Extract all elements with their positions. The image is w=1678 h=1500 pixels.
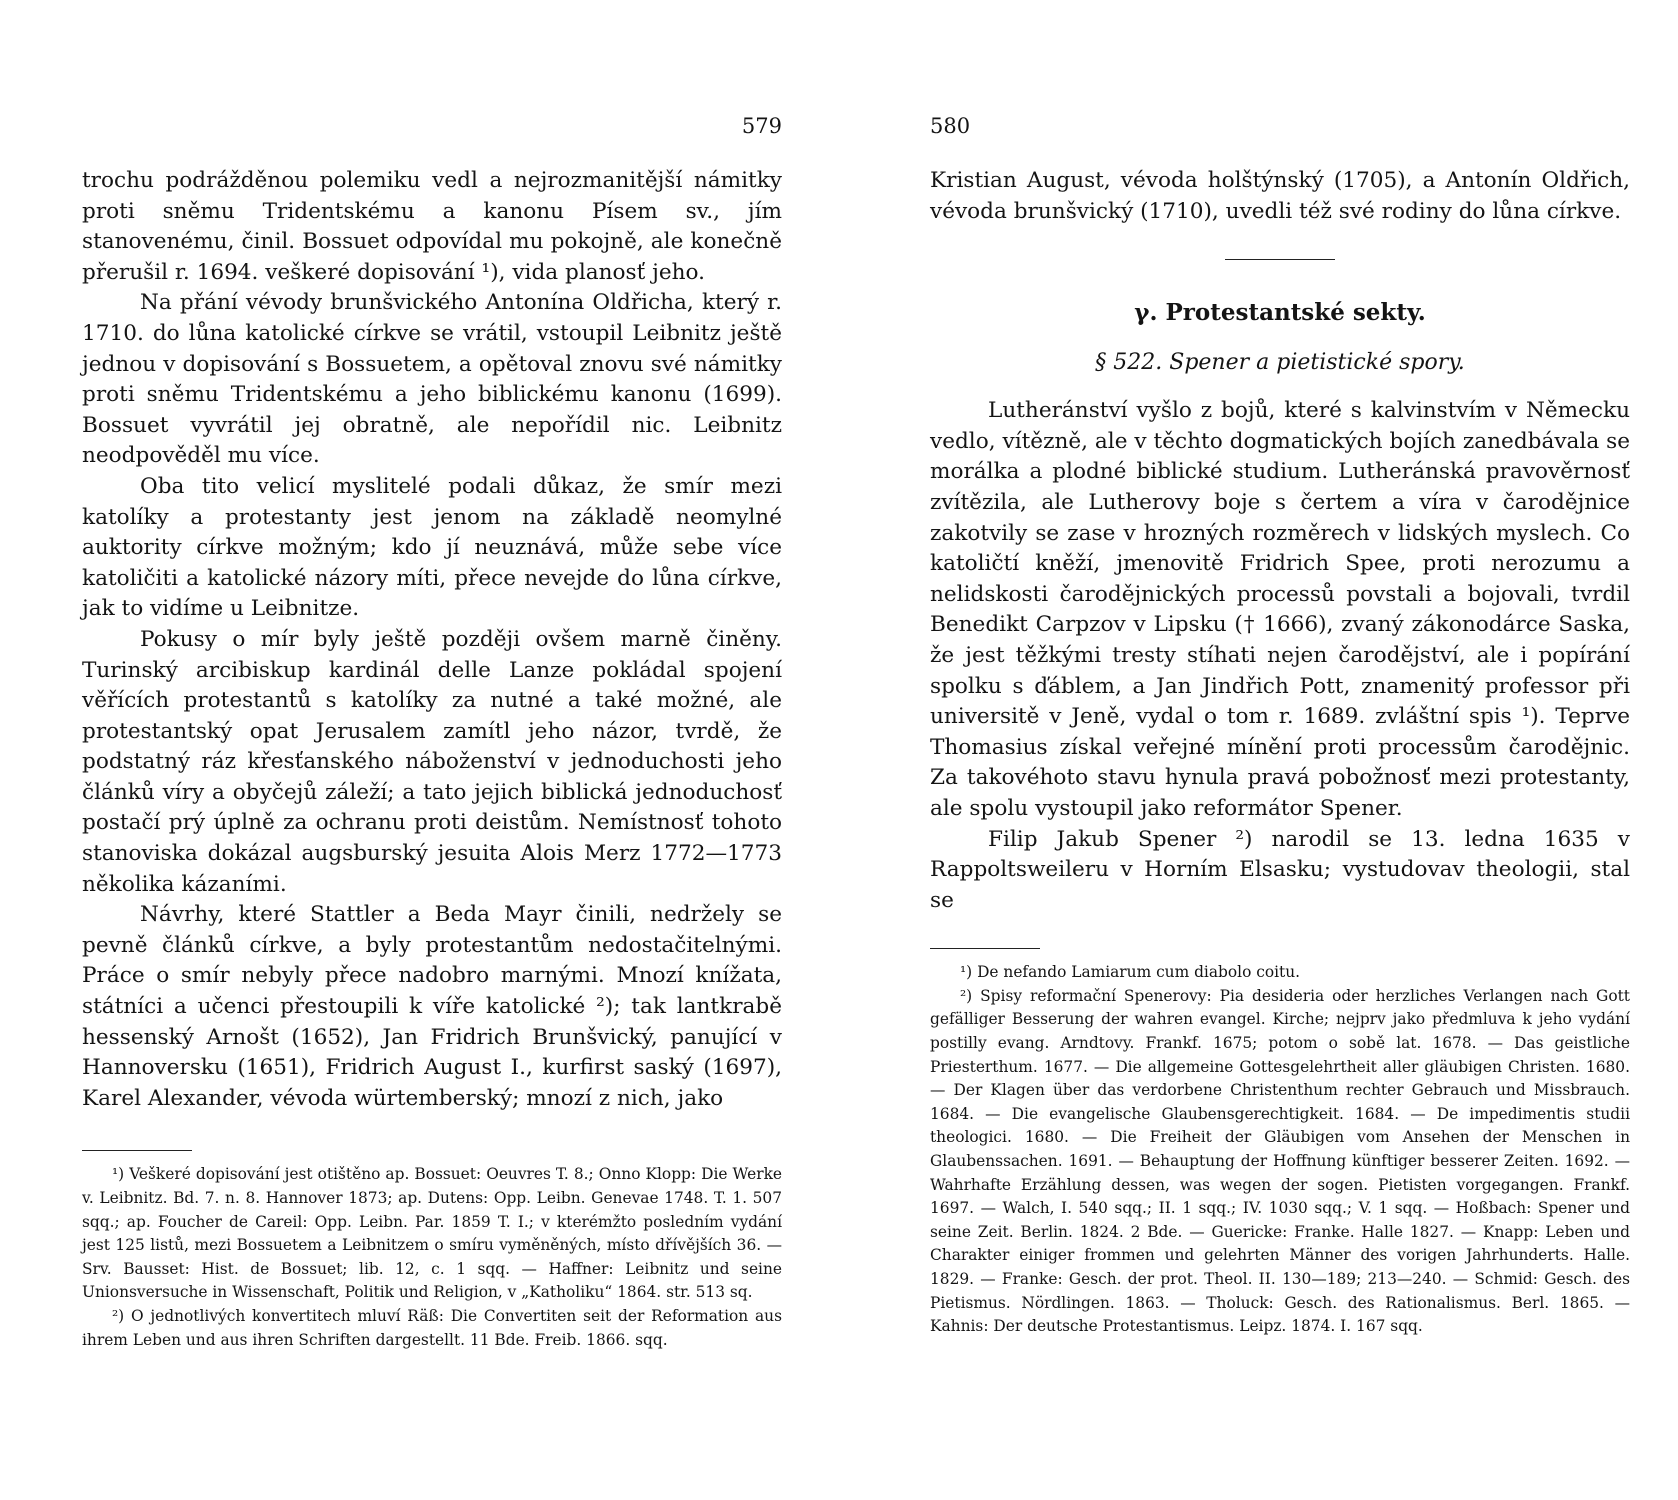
left-paragraph-5: Návrhy, které Stattler a Beda Mayr činili, nedržely se pevně článků církve, a byly protestantům nedostačitelnými. Práce o smír nebyly přece nadobro marnými. Mnozí knížata, státníci a učenci přestoupili k víře katolické ²); tak lantkrabě hessenský Arnošt (1652), Jan Fridrich Brunšvický, panující v Hannoversku (1651), Fridrich August I., kurfirst saský (1697), Karel Alexander, vévoda würtemberský; mnozí z nich, jako [82, 902, 782, 1111]
left-paragraph-4: Pokusy o mír byly ještě později ovšem marně činěny. Turinský arcibiskup kardinál delle Lanze pokládal spojení věřících protestantů s katolíky za nutné a také možné, ale protestantský opat Jerusalem zamítl jeho názor, tvrdě, že podstatný ráz křesťanského náboženství v jednoduchosti jeho článků víry a obyčejů záleží; a tato jejich biblická jednoduchosť postačí prý úplně za ochranu proti deistům. Nemístnosť tohoto stanoviska dokázal augsburský jesuita Alois Merz 1772—1773 několika kázaními. [82, 626, 782, 897]
right-footnotes [930, 961, 1630, 1339]
left-footnote-1: ¹) Veškeré dopisování jest otištěno ap. Bossuet: Oeuvres T. 8.; Onno Klopp: Die Werke v. Leibnitz. Bd. 7. n. 8. Hannover 1873; ap. Dutens: Opp. Leibn. Genevae 1748. T. 1. 507 sqq.; ap. Foucher de Careil: Opp. Leibn. Par. 1859 T. I.; v kterémžto posledním vydání jest 125 listů, mezi Bossuetem a Leibnitzem o smíru vyměněných, místo dřívějších 36. — Srv. Bausset: Hist. de Bossuet; lib. 12, c. 1 sqq. — Haffner: Leibnitz und seine Unionsversuche in Wissenschaft, Politik und Religion, v „Katholiku“ 1864. str. 513 sq. [82, 1165, 782, 1302]
right-opening-paragraph: Kristian August, vévoda holštýnský (1705), a Antonín Oldřich, vévoda brunšvický (1710), uvedli též své rodiny do lůna církve. [930, 168, 1630, 224]
right-body-text [930, 396, 1630, 916]
section-heading: γ. Protestantské sekty. [1134, 299, 1426, 327]
right-footnote-2: ²) Spisy reformační Spenerovy: Pia desideria oder herzliches Verlangen nach Gott gefälliger Besserung der wahren evangel. Kirche; nejprv jako předmluva k jeho vydání postilly evang. Arndtovy. Frankf. 1675; potom o sobě lat. 1678. — Das geistliche Priesterthum. 1677. — Die allgemeine Gottesgelehrtheit aller gläubigen Christen. 1680. — Der Klagen über das verdorbene Christenthum rechter Gebrauch und Missbrauch. 1684. — Die evangelische Glaubensgerechtigkeit. 1684. — De impedimentis studii theologici. 1680. — Die Freiheit der Gläubigen vom Ansehen der Menschen in Glaubenssachen. 1691. — Behauptung der Hoffnung künftiger besserer Zeiten. 1692. — Wahrhafte Erzählung dessen, was wegen der sogen. Pietisten vorgegangen. Frankf. 1697. — Walch, I. 540 sqq.; II. 1 sqq.; IV. 1030 sqq.; V. 1 sqq. — Hoßbach: Spener und seine Zeit. Berlin. 1824. 2 Bde. — Guericke: Franke. Halle 1827. — Knapp: Leben und Charakter einiger frommen und gelehrten Männer des vorigen Jahrhunderts. Halle. 1829. — Franke: Gesch. der prot. Theol. II. 130—189; 213—240. — Schmid: Gesch. des Pietismus. Nördlingen. 1863. — Tholuck: Gesch. des Rationalismus. Berl. 1865. — Kahnis: Der deutsche Protestantismus. Leipz. 1874. I. 167 sqq. [930, 986, 1630, 1336]
left-body-text [82, 166, 782, 1114]
right-paragraph-2: Filip Jakub Spener ²) narodil se 13. ledna 1635 v Rappoltsweileru v Horním Elsasku; vystudovav theologii, stal se [930, 826, 1630, 913]
right-opening-text [930, 166, 1630, 227]
right-page [930, 0, 1630, 1339]
section-subheading: § 522. Spener a pietistické spory. [1095, 350, 1465, 376]
left-page [82, 0, 782, 1352]
right-footnote-rule [930, 948, 1040, 949]
section-divider [1225, 259, 1335, 260]
left-footnote-rule [82, 1150, 192, 1151]
right-footnote-1: ¹) De nefando Lamiarum cum diabolo coitu. [960, 963, 1301, 982]
left-paragraph-2: Na přání vévody brunšvického Antonína Oldřicha, který r. 1710. do lůna katolické církve se vrátil, vstoupil Leibnitz ještě jednou v dopisování s Bossuetem, a opětoval znovu své námitky proti sněmu Tridentskému a jeho biblickému kanonu (1699). Bossuet vyvrátil jej obratně, ale nepořídil nic. Leibnitz neodpověděl mu více. [82, 290, 782, 469]
page-number-left: 579 [741, 114, 782, 138]
left-paragraph-1: trochu podrážděnou polemiku vedl a nejrozmanitější námitky proti sněmu Tridentskému a kanonu Písem sv., jím stanovenému, činil. Bossuet odpovídal mu pokojně, ale konečně přerušil r. 1694. veškeré dopisování ¹), vida planosť jeho. [82, 168, 782, 285]
left-footnote-2: ²) O jednotlivých konvertitech mluví Räß: Die Convertiten seit der Reformation aus ihrem Leben und aus ihren Schriften dargestellt. 11 Bde. Freib. 1866. sqq. [82, 1306, 782, 1349]
right-paragraph-1: Lutheránství vyšlo z bojů, které s kalvinstvím v Německu vedlo, vítězně, ale v těchto dogmatických bojích zanedbávala se morálka a plodné biblické studium. Lutheránská pravověrnosť zvítězila, ale Lutherovy boje s čertem a víra v čarodějnice zakotvily se zase v hrozných rozměrech v lidských myslech. Co katoličtí kněží, jmenovitě Fridrich Spee, proti nerozumu a nelidskosti čarodějnických processů povstali a bojovali, tvrdil Benedikt Carpzov v Lipsku († 1666), zvaný zákonodárce Saska, že jest těžkými tresty stíhati nejen čarodějství, ale i popírání spolku s ďáblem, a Jan Jindřich Pott, znamenitý professor při universitě v Jeně, vydal o tom r. 1689. zvláštní spis ¹). Teprve Thomasius získal veřejné mínění proti processům čarodějnic. Za takovéhoto stavu hynula pravá pobožnosť mezi protestanty, ale spolu vystoupil jako reformátor Spener. [930, 398, 1630, 821]
left-paragraph-3: Oba tito velicí myslitelé podali důkaz, že smír mezi katolíky a protestanty jest jenom na základě neomylné auktority církve možným; kdo jí neuznává, může sebe více katoličiti a katolické názory míti, přece nevejde do lůna církve, jak to vidíme u Leibnitze. [82, 473, 782, 622]
page-number-right: 580 [930, 114, 971, 138]
left-footnotes [82, 1163, 782, 1352]
